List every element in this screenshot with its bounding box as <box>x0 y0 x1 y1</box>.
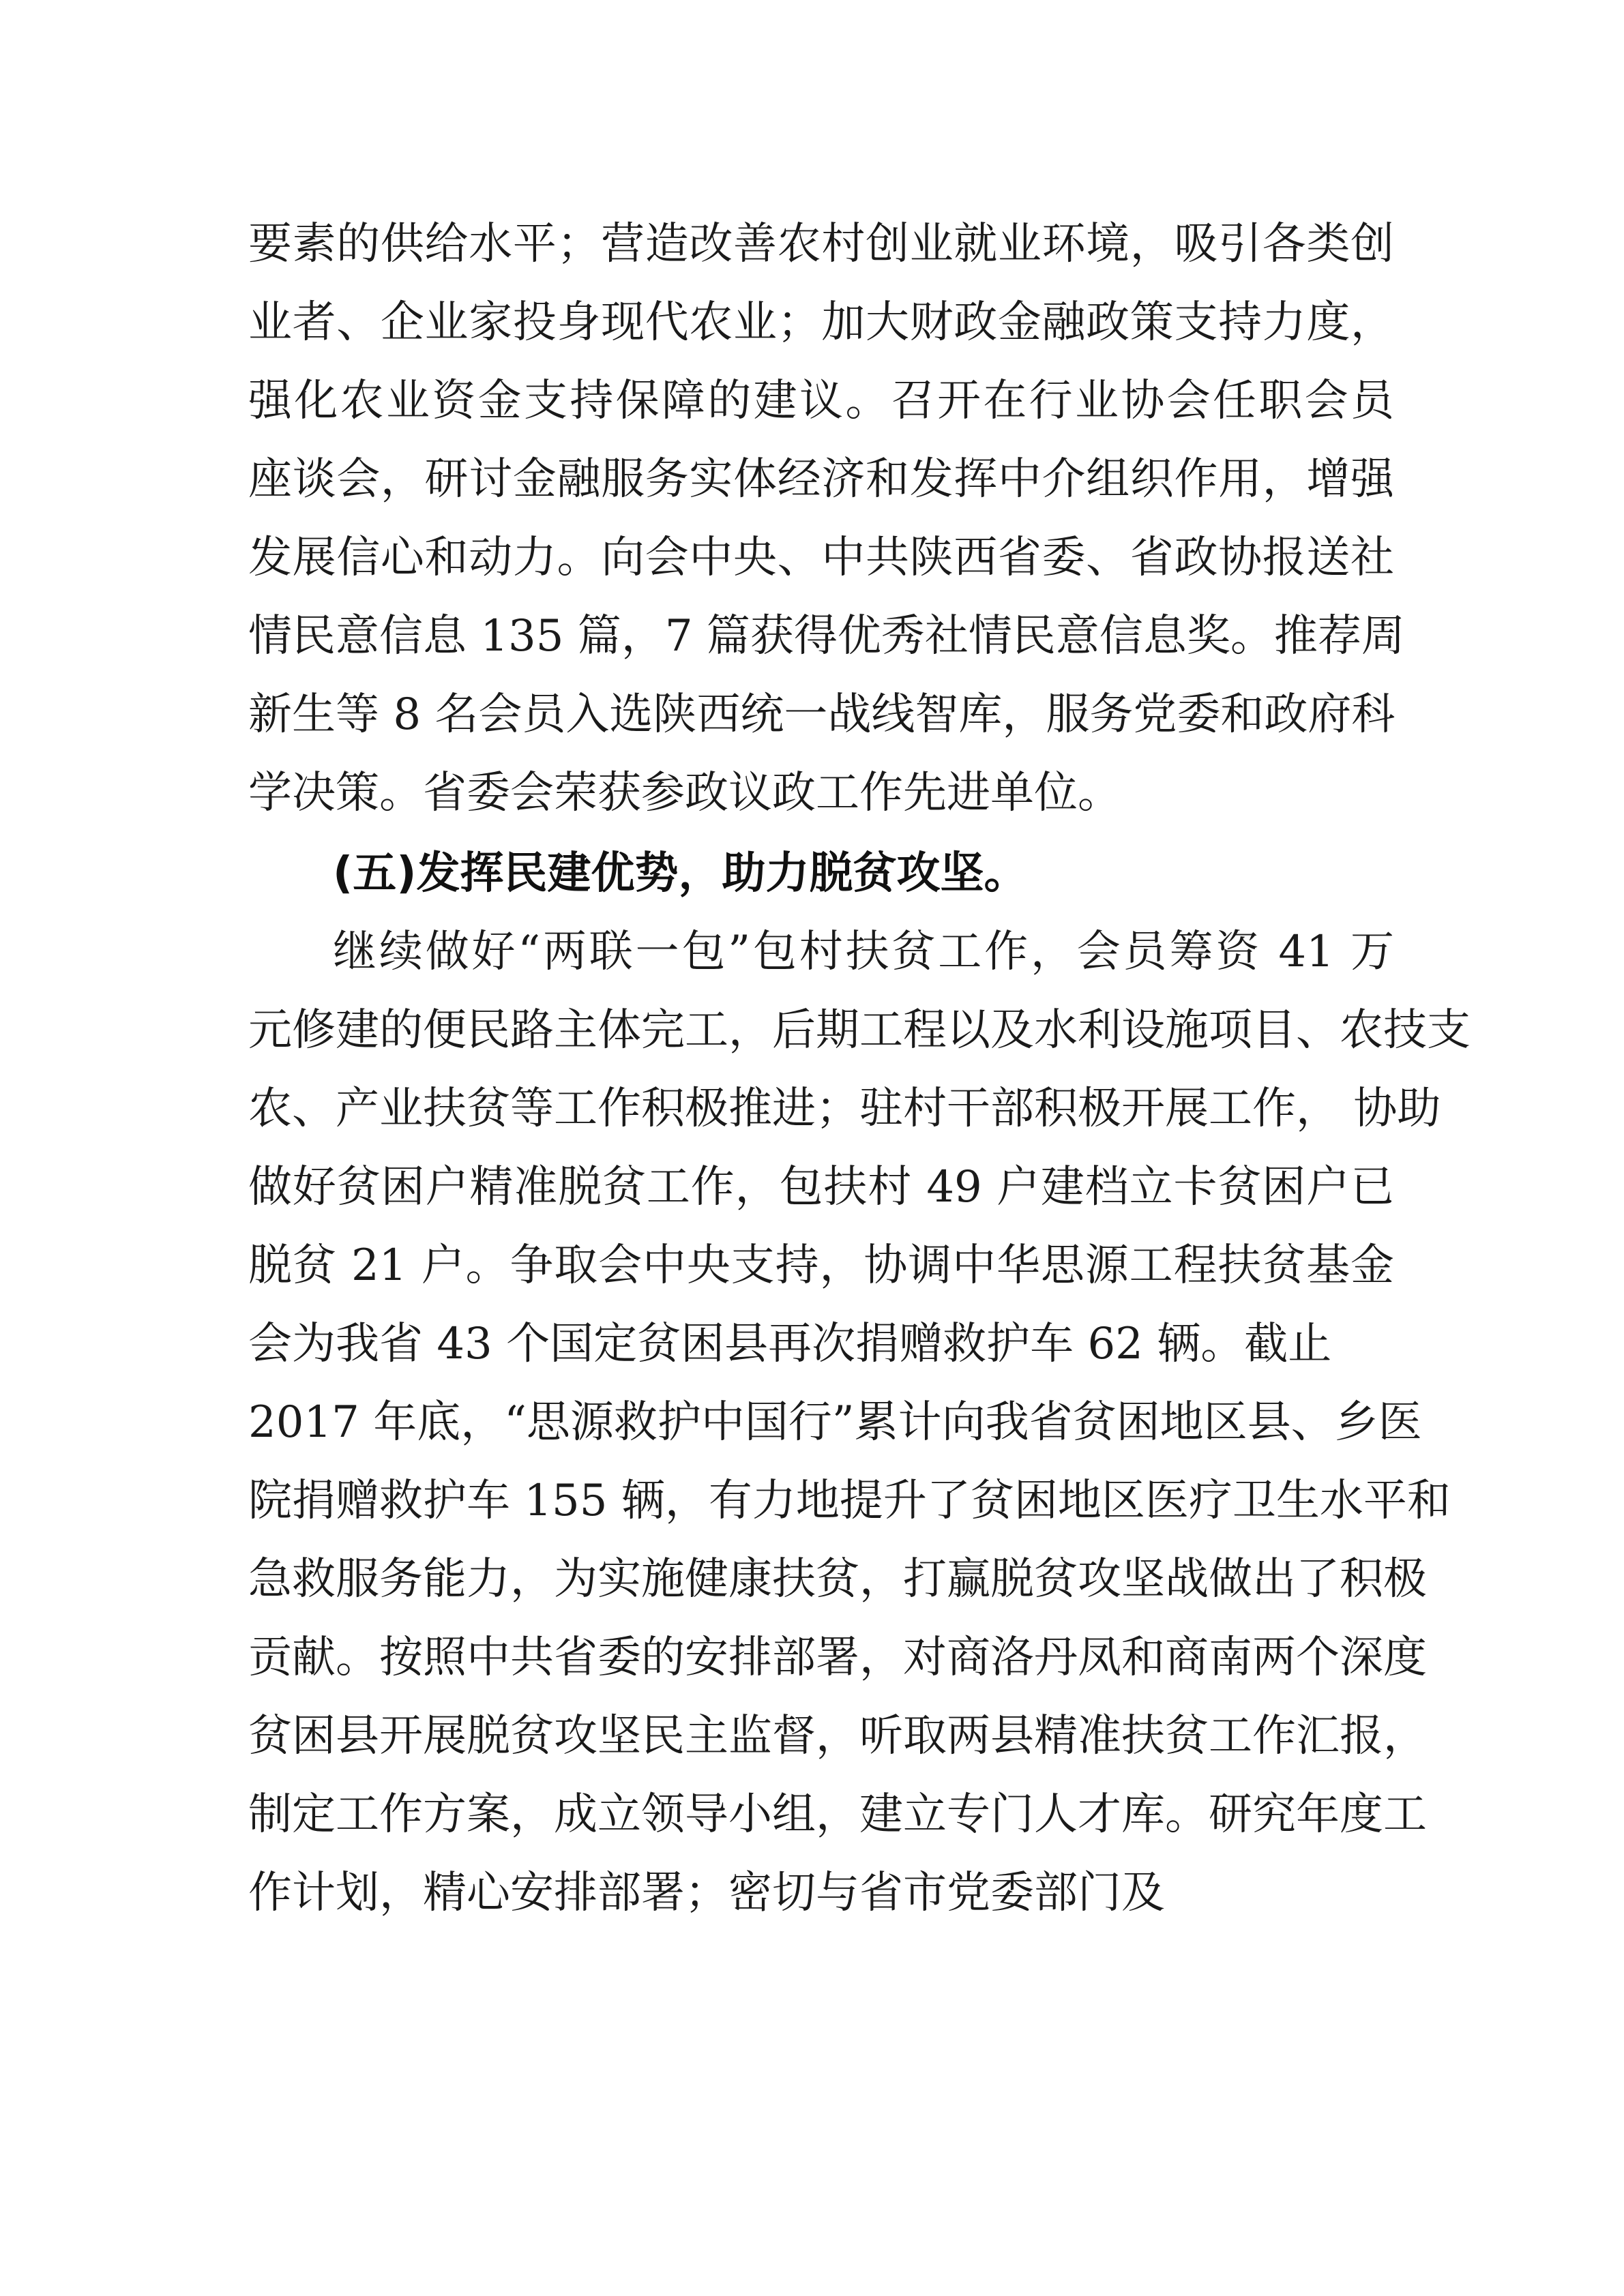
body-text-line: 2017 年底，“思源救护中国行”累计向我省贫困地区县、乡医 <box>248 1397 1422 1448</box>
body-text-line: 贫困县开展脱贫攻坚民主监督，听取两县精准扶贫工作汇报， <box>248 1711 1427 1761</box>
body-text-line: 贡献。按照中共省委的安排部署，对商洛丹凤和商南两个深度 <box>248 1632 1427 1683</box>
body-text-line: 强化农业资金支持保障的建议。召开在行业协会任职会员 <box>248 376 1394 426</box>
body-text-line: 学决策。省委会荣获参政议政工作先进单位。 <box>248 768 1121 818</box>
body-text-line: 急救服务能力，为实施健康扶贫，打赢脱贫攻坚战做出了积极 <box>248 1554 1427 1605</box>
body-text-line: 要素的供给水平；营造改善农村创业就业环境，吸引各类创 <box>248 219 1394 269</box>
body-text-line: 制定工作方案，成立领导小组，建立专门人才库。研究年度工 <box>248 1789 1427 1840</box>
body-text-line: 脱贫 21 户。争取会中央支持，协调中华思源工程扶贫基金 <box>248 1240 1394 1291</box>
paragraph-first-line: 继续做好“两联一包”包村扶贫工作，会员筹资 41 万 <box>333 927 1394 977</box>
body-text-line: 座谈会，研讨金融服务实体经济和发挥中介组织作用，增强 <box>248 454 1394 505</box>
body-text-line: 院捐赠救护车 155 辆，有力地提升了贫困地区医疗卫生水平和 <box>248 1476 1451 1526</box>
body-text-line: 业者、企业家投身现代农业；加大财政金融政策支持力度， <box>248 297 1394 348</box>
body-text-line: 会为我省 43 个国定贫困县再次捐赠救护车 62 辆。截止 <box>248 1319 1332 1369</box>
section-heading: (五)发挥民建优势，助力脱贫攻坚。 <box>333 848 1028 899</box>
body-text-line: 发展信心和动力。向会中央、中共陕西省委、省政协报送社 <box>248 533 1394 583</box>
body-text-line: 新生等 8 名会员入选陕西统一战线智库，服务党委和政府科 <box>248 689 1396 740</box>
body-text-line: 作计划，精心安排部署；密切与省市党委部门及 <box>248 1868 1165 1918</box>
body-text-line: 农、产业扶贫等工作积极推进；驻村干部积极开展工作， 协助 <box>248 1084 1441 1134</box>
body-text-line: 元修建的便民路主体完工，后期工程以及水利设施项目、农技支 <box>248 1005 1471 1056</box>
body-text-line: 情民意信息 135 篇，7 篇获得优秀社情民意信息奖。推荐周 <box>248 611 1405 661</box>
body-text-line: 做好贫困户精准脱贫工作，包扶村 49 户建档立卡贫困户已 <box>248 1162 1394 1212</box>
